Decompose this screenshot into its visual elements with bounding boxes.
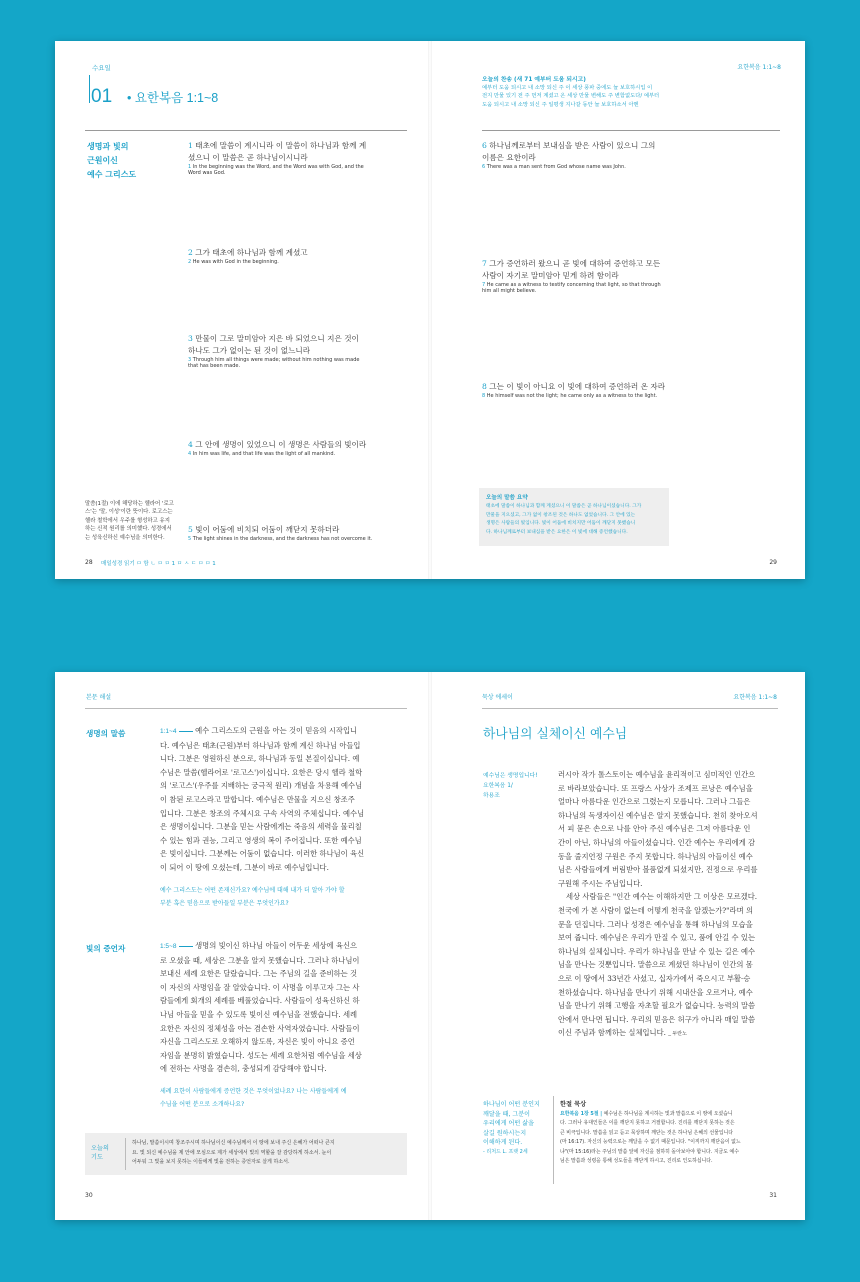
- page-number: 28: [85, 559, 93, 566]
- one-verse-line: 님은 말씀과 성령을 통해 성도들을 깨닫게 하시고, 진리로 인도하십니다.: [560, 1158, 713, 1165]
- verse-en-number: 4: [188, 451, 192, 457]
- body-line: 하나님의 독생자이신 예수님은 알지 못했습니다. 천히 찾아오셔: [558, 810, 758, 820]
- ref-rule: [179, 731, 193, 732]
- heading-line: 생명과 빛의: [87, 142, 129, 151]
- verse-6: [482, 140, 780, 170]
- prayer-text: [132, 1139, 404, 1168]
- summary-line: 만물을 지으셨고, 그가 없이 창조된 것은 하나도 없었습니다. 그 안에 있는: [486, 512, 636, 518]
- header-rule: [85, 708, 407, 709]
- summary-line: 태초에 말씀이 하나님과 함께 계셨으니 이 말씀은 곧 하나님이셨습니다. 그가: [486, 504, 642, 509]
- day-rule: [89, 75, 90, 103]
- verse-kr-line: 그는 이 빛이 아니요 이 빛에 대하여 증언하러 온 자라: [489, 382, 666, 391]
- verse-number: 7: [482, 259, 487, 268]
- chapter-title: • 요한복음 1:1~8: [127, 91, 219, 105]
- verse-en-line: Word was God.: [188, 170, 226, 177]
- body-line: 수 있는 힘과 권능, 그리고 영생의 복이 주어집니다. 또한 예수님: [160, 835, 362, 845]
- running-head-left: 묵상 에세이: [482, 694, 513, 701]
- body-line: 보내신 세례 요한은 달랐습니다. 그는 주님의 길을 준비하는 것: [160, 969, 358, 979]
- verse-kr-line: 하나도 그가 없이는 된 것이 없느니라: [188, 346, 311, 355]
- body-line: 은 생명이십니다. 그분을 믿는 사람에게는 죽음의 세력을 물리칠: [160, 822, 362, 832]
- body-line: 니다. 그분은 영원하신 분으로, 하나님과 동일 본질이십니다. 예: [160, 754, 360, 764]
- verse-kr-line: 그 안에 생명이 있었으니 이 생명은 사람들의 빛이라: [195, 440, 367, 449]
- question-line: 수님을 어떤 분으로 소개하나요?: [160, 1101, 245, 1108]
- one-verse-line: 예수님은 하나님을 계시하는 빛과 말씀으로 이 땅에 오셨습니: [603, 1111, 733, 1117]
- verse-en-line: him all might believe.: [482, 288, 537, 295]
- header-rule: [482, 130, 780, 131]
- page-number: 29: [769, 559, 777, 566]
- body-line: 간이 아닌, 하나님의 아들이셨습니다. 인간 예수는 우리에게 감: [558, 837, 756, 847]
- page-number: 31: [769, 1192, 777, 1199]
- note-line: 헬라 철학에서 우주를 형성하고 유지: [85, 517, 170, 524]
- verse-en-number: 3: [188, 357, 192, 363]
- essay-title: 하나님의 실체이신 예수님: [483, 727, 628, 742]
- note-line: 는 성육신하신 예수님을 의미한다.: [85, 534, 165, 541]
- body-line: 구원해 주시는 주님입니다.: [558, 878, 643, 888]
- verse-number: 1: [188, 141, 193, 150]
- verse-number: 6: [482, 141, 487, 150]
- prayer-line: 어두워 그 빛을 보지 못하는 이들에게 빛을 전하는 증언자로 살게 하소서.: [132, 1159, 290, 1166]
- verse-kr-line: 그가 태초에 하나님과 함께 계셨고: [195, 248, 308, 257]
- section1-ref: 1:1~4: [160, 728, 177, 735]
- verse-kr-line: 하나님께로부터 보내심을 받은 사람이 있으니 그의: [489, 141, 656, 150]
- verse-en-line: that has been made.: [188, 363, 241, 370]
- section1-body: [160, 724, 410, 875]
- verse-kr-line: 만물이 그로 말미암아 지은 바 되었으니 지은 것이: [195, 334, 359, 343]
- side-note: [85, 500, 203, 542]
- hymn-line: 도움 되시고 내 소망 되신 주 일평생 지나갈 동안 늘 보호하소서 아멘: [482, 101, 639, 108]
- quote: [483, 1100, 555, 1158]
- one-verse-divider: [553, 1096, 554, 1184]
- verse-number: 8: [482, 382, 487, 391]
- summary-line: 다. 하나님께로부터 보내심을 받은 요한은 이 빛에 대해 증언했습니다.: [486, 529, 628, 535]
- section1-title: 생명의 말씀: [86, 729, 126, 738]
- one-verse-line: (마 16:17). 자신의 능력으로는 깨달을 수 없기 때문입니다. "이직까지 깨닫음이 없느: [560, 1139, 741, 1146]
- one-verse-ref: 요한복음 1장 5절 |: [560, 1111, 603, 1117]
- body-line: 수님은 말씀(헬라어로 '로고스')이십니다. 요한은 당시 헬라 철학: [160, 767, 363, 777]
- body-line: 하나님의 실체십니다. 우리가 하나님을 만날 수 있는 길은 예수: [558, 946, 756, 956]
- summary-text: [486, 503, 668, 537]
- body-line: 동을 줄지언정 구원은 주지 못합니다. 하나님의 아들이신 예수: [558, 851, 753, 861]
- running-head: 본문 해설: [86, 694, 112, 701]
- source-line: 요한복음 1/: [483, 783, 513, 789]
- body-line: 은 빛이십니다. 그분께는 어둠이 없습니다. 이러한 하나님이 육신: [160, 849, 365, 859]
- body-line: 생명의 빛이신 하나님 아들이 어두운 세상에 육신으: [195, 941, 358, 950]
- one-verse-line: 큰 비극입니다. 말씀을 읽고 듣고 묵상하며 깨닫는 것은 하나님 은혜의 선물입니다: [560, 1129, 734, 1136]
- prayer-line: 하나님, 말씀이시며 창조주시며 하나님이신 예수님께서 이 땅에 보내 주신 은혜가 어떠나 큰지: [132, 1140, 335, 1146]
- note-line: 하는 신적 원리를 의미했다. 성경에서: [85, 526, 172, 533]
- one-verse-title: 한절 묵상: [560, 1101, 587, 1108]
- summary-line: 생명은 사람들의 빛입니다. 빛이 어둠에 비치지만 어둠이 깨닫지 못했습니: [486, 521, 636, 526]
- verse-7: [482, 258, 780, 294]
- day-label: 수요일: [92, 64, 111, 72]
- quote-line: 하나님이 어떤 분인지: [483, 1101, 540, 1108]
- body-line: 입니다. 그분은 창조의 주체시요 구속 사역의 주체십니다. 예수님: [160, 808, 365, 818]
- essay-signature: _ 두란노: [668, 1031, 687, 1038]
- hymn-title: 오늘의 찬송 (새 71 예부터 도움 되시고): [482, 77, 586, 83]
- summary-box: [479, 488, 669, 546]
- one-verse-text: [560, 1110, 780, 1166]
- body-line: 나님 아들을 믿을 수 있도록 빛이신 예수님을 전했습니다. 세례: [160, 1009, 358, 1019]
- note-line: 말씀(1절) 이에 해당하는 헬라어 '로고: [85, 501, 174, 507]
- quote-line: 이해하게 된다.: [483, 1139, 523, 1147]
- body-line: 요한은 자신의 정체성을 아는 겸손한 사역자였습니다. 사람들이: [160, 1023, 360, 1033]
- verse-3: [188, 333, 408, 369]
- note-line: 스'는 '말, 이성'이란 뜻이다. 로고스는: [85, 509, 173, 516]
- ref-rule: [179, 946, 193, 947]
- verse-en-line: In him was life, and that life was the light of all mankind.: [192, 451, 336, 457]
- verse-en-number: 7: [482, 282, 486, 288]
- page-30: [55, 672, 430, 1220]
- one-verse-line: 다. 그러나 유대인들은 이를 깨닫지 못하고 거절합니다. 진리를 깨닫지 못하는 것은: [560, 1120, 735, 1127]
- body-line: 님을 만나는 것뿐입니다. 말씀으로 계셨던 하나님이 인간의 몸: [558, 960, 753, 970]
- body-line: 람들에게 회개의 세례를 베풀었습니다. 사람들이 성육신하신 하: [160, 996, 360, 1006]
- body-line: 천하셨습니다. 하나님을 만나기 위해 시내산을 오르거나, 예수: [558, 987, 753, 997]
- body-line: 이 되어 이 땅에 오셨는데, 그분이 바로 예수님입니다.: [160, 862, 329, 872]
- prayer-title-line: 오늘의: [91, 1145, 109, 1152]
- essay-source: [483, 771, 538, 801]
- verse-kr-line: 셨으니 이 말씀은 곧 하나님이시니라: [188, 153, 308, 162]
- body-line: 천국에 가 본 사람이 없는데 어떻게 천국을 알겠는가?"라며 의: [558, 905, 753, 915]
- verse-kr-line: 그가 증언하러 왔으니 곧 빛에 대하여 증언하고 모든: [489, 259, 661, 268]
- page-28: [55, 41, 430, 579]
- body-line: 으로 이 땅에서 33년간 사셨고, 십자가에서 죽으시고 부활·승: [558, 973, 751, 983]
- verse-5: [188, 524, 408, 542]
- section2-ref: 1:5~8: [160, 943, 177, 950]
- verse-kr-line: 이름은 요한이라: [482, 153, 536, 162]
- body-line: 자임을 분명히 밝혔습니다. 성도는 세례 요한처럼 예수님을 세상: [160, 1050, 362, 1060]
- verse-en-line: He came as a witness to testify concerning that light, so that through: [486, 282, 661, 288]
- page-31: [430, 672, 805, 1220]
- body-line: 서 피 묻은 손으로 나를 안아 주신 예수님은 그저 아름다운 인: [558, 824, 751, 834]
- section1-question: [160, 884, 410, 910]
- running-head-right: 요한복음 1:1~8: [733, 694, 777, 701]
- one-verse-line: 냐"(마 15:16)라는 주님의 말씀 앞에 자신을 점하히 돌아보아야 합니다. 지금도 예수: [560, 1148, 739, 1155]
- verse-en-number: 6: [482, 164, 486, 170]
- body-line: 로 바라보았습니다. 또 프랑스 사상가 조제프 르낭은 예수님을: [558, 783, 753, 793]
- hymn-line: 예부터 도움 되시고 내 소망 되신 주 이 세상 풍파 중에도 늘 보호하시입 이: [482, 85, 653, 91]
- verse-number: 4: [188, 440, 193, 449]
- heading-line: 예수 그리스도: [87, 170, 137, 179]
- verse-en-number: 8: [482, 393, 486, 399]
- verse-en-line: The light shines in the darkness, and the darkness has not overcome it.: [192, 536, 373, 542]
- hymn-lyrics: [482, 84, 782, 109]
- verse-number: 3: [188, 334, 193, 343]
- body-line: 세상 사람들은 "인간 예수는 이해하지만 그 이상은 모르겠다.: [566, 892, 758, 902]
- header-rule: [85, 130, 407, 131]
- page-29: [430, 41, 805, 579]
- verse-kr-line: 빛이 어둠에 비치되 어둠이 깨닫지 못하더라: [195, 525, 340, 534]
- verse-number: 2: [188, 248, 193, 257]
- prayer-divider: [125, 1138, 126, 1170]
- body-line: 의 '로고스'(우주를 지배하는 궁극적 원리) 개념을 차용해 예수님: [160, 781, 363, 791]
- verse-en-line: Through him all things were made; without him nothing was made: [192, 357, 360, 363]
- verse-en-number: 2: [188, 259, 192, 265]
- page-number: 30: [85, 1192, 93, 1199]
- body-line: 자신을 그리스도로 오해하지 않도록, 자신은 빛이 아니요 증언: [160, 1037, 355, 1047]
- verse-1: [188, 140, 408, 176]
- heading-line: 근원이신: [87, 156, 118, 165]
- verse-number: 5: [188, 525, 193, 534]
- summary-title: 오늘의 말씀 요약: [486, 495, 528, 501]
- spread-pages-28-29: [55, 41, 805, 579]
- header-rule: [482, 708, 778, 709]
- prayer-box: [85, 1133, 407, 1175]
- body-line: 에 전하는 사명을 겸손히, 충성되게 감당해야 합니다.: [160, 1064, 327, 1074]
- body-line: 보여 줍니다. 예수님은 우리가 만질 수 있고, 품에 안길 수 있는: [558, 933, 756, 943]
- question-line: 부분 혹은 믿음으로 받아들일 부분은 무엇인가요?: [160, 900, 289, 907]
- hymn-line: 전지 만물 있기 전 주 먼저 계셨고 온 세상 만물 변해도 주 변함없도다/ 예부터: [482, 93, 660, 100]
- verse-en-line: There was a man sent from God whose name was John.: [486, 164, 626, 170]
- body-line: 안에서 만나면 됩니다. 우리의 믿음은 허구가 아니라 매일 말씀: [558, 1014, 756, 1024]
- body-line: 로 오셨을 때, 세상은 그분을 알지 못했습니다. 그러나 하나님이: [160, 955, 360, 965]
- section2-body: [160, 939, 410, 1076]
- quote-line: 우리에게 어떤 삶을: [483, 1120, 534, 1128]
- body-line: 님은 사람들에게 버림받아 볼품없게 되셨지만, 진정으로 우리를: [558, 865, 758, 875]
- source-line: 하용조: [483, 793, 500, 799]
- body-line: 이 자신의 사명임을 잘 알았습니다. 이 사명을 이루고자 그는 사: [160, 982, 360, 992]
- prayer-title-line: 기도: [91, 1154, 103, 1161]
- verse-kr-line: 사람이 자기로 말미암아 믿게 하려 함이라: [482, 271, 619, 280]
- prayer-line: 요. 빛 되신 예수님을 제 안에 모심으로 제가 세상에서 빛의 역할을 잘 감당하게 하소서. 눈이: [132, 1149, 332, 1156]
- body-line: 이신 주님과 함께하는 실체입니다.: [558, 1028, 666, 1038]
- footer-text: 매일성경 읽기 ㅁ 함 ㄴ ㅁ ㅁ 1 ㅁ ㅅ ㄷ ㅁ ㅁ 1: [101, 561, 216, 567]
- body-line: 문을 던집니다. 그러나 성경은 예수님을 통해 하나님의 모습을: [558, 919, 753, 929]
- body-line: 님을 만나기 위해 고행을 자초할 필요가 없습니다. 능력의 말씀: [558, 1001, 756, 1011]
- verse-en-line: In the beginning was the Word, and the Word was with God, and the: [192, 164, 364, 170]
- verse-8: [482, 381, 780, 399]
- spread-pages-30-31: [55, 672, 805, 1220]
- body-line: 다. 예수님은 태초(근원)부터 하나님과 함께 계신 하나님 아들입: [160, 740, 361, 750]
- quote-line: 깨달을 때, 그분이: [483, 1110, 531, 1118]
- body-line: 이 참된 로고스라고 말합니다. 예수님은 만물을 지으신 창조주: [160, 794, 355, 804]
- body-line: 얼마나 아름다운 인간으로 그렸는지 모릅니다. 그러나 그들은: [558, 797, 751, 807]
- section2-title: 빛의 증언자: [86, 944, 126, 953]
- prayer-title: [91, 1144, 109, 1162]
- verse-en-number: 5: [188, 536, 192, 542]
- essay-body: [558, 768, 780, 1042]
- verse-2: [188, 247, 408, 265]
- verse-en-number: 1: [188, 164, 192, 170]
- verse-en-line: He was with God in the beginning.: [192, 259, 279, 265]
- running-head: 요한복음 1:1~8: [737, 64, 781, 71]
- question-line: 예수 그리스도는 어떤 존재신가요? 예수님에 대해 내가 더 알아 가야 할: [160, 887, 345, 894]
- question-line: 세례 요한이 사람들에게 증언한 것은 무엇이었나요? 나는 사람들에게 예: [160, 1088, 347, 1095]
- quote-line: 살길 원하시는지: [483, 1129, 527, 1137]
- verse-kr-line: 태초에 말씀이 계시니라 이 말씀이 하나님과 함께 계: [195, 141, 367, 150]
- chapter-number: 01: [91, 86, 113, 107]
- quote-attribution: - 리처드 L. 프랫 2세: [483, 1148, 528, 1155]
- source-line: 예수님은 생명입니다!: [483, 773, 538, 779]
- section2-question: [160, 1085, 410, 1111]
- section-heading: [87, 140, 136, 182]
- verse-en-line: He himself was not the light; he came only as a witness to the light.: [486, 393, 658, 399]
- verse-4: [188, 439, 408, 457]
- body-line: 러시아 작가 톨스토이는 예수님을 윤리적이고 심미적인 인간으: [558, 770, 756, 779]
- body-line: 예수 그리스도의 근원을 아는 것이 믿음의 시작입니: [195, 726, 358, 735]
